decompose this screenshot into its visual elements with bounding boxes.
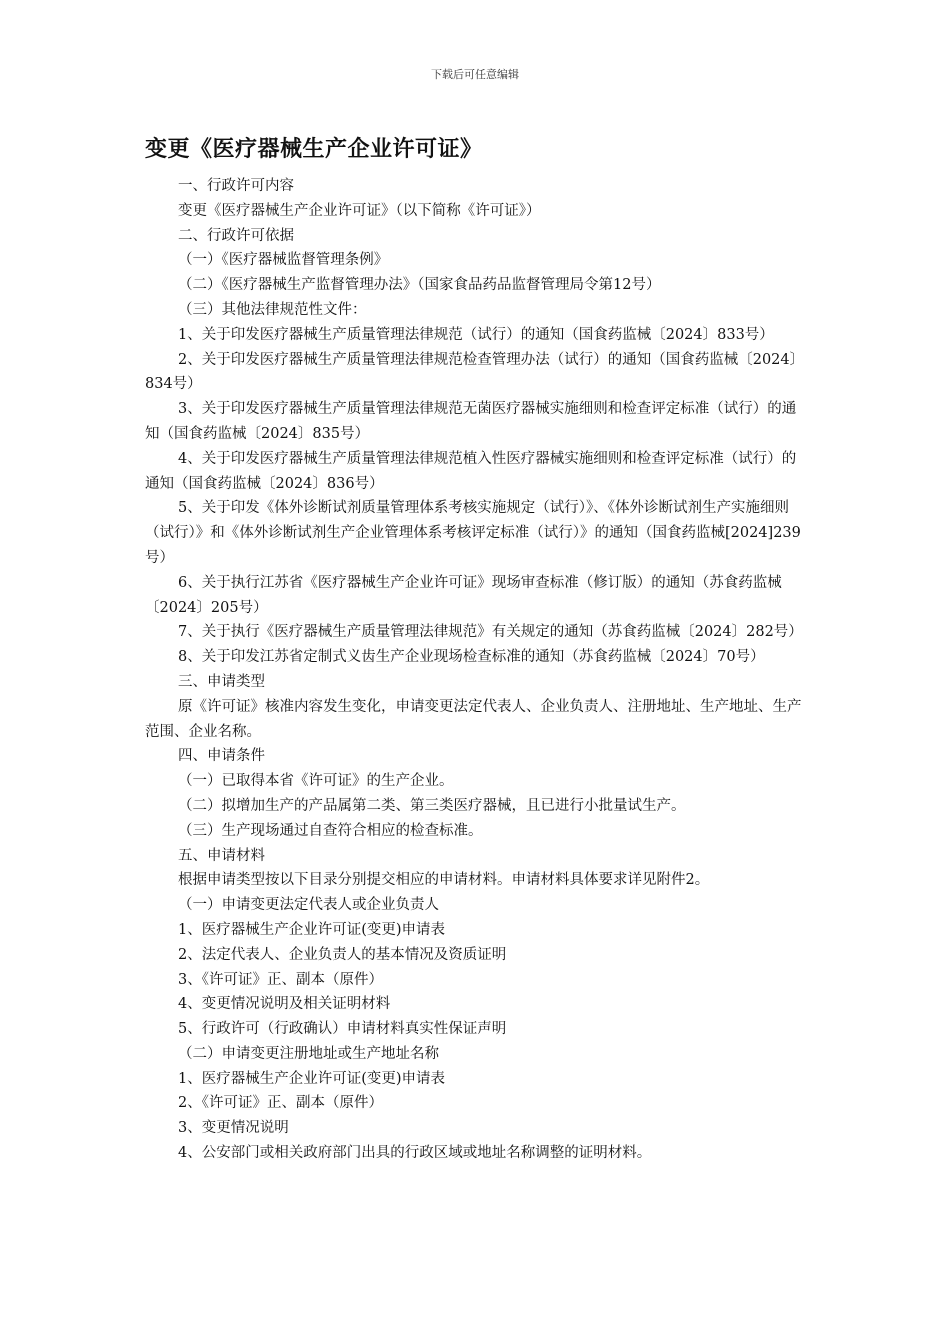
list-item: （一）已取得本省《许可证》的生产企业。 bbox=[178, 773, 454, 790]
section-heading: 二、行政许可依据 bbox=[178, 227, 294, 244]
list-item: 1、医疗器械生产企业许可证(变更)申请表 bbox=[178, 1070, 446, 1087]
list-item: 2、《许可证》正、副本（原件） bbox=[178, 1095, 383, 1112]
header-note: 下载后可任意编辑 bbox=[431, 68, 519, 81]
list-item: 4、关于印发医疗器械生产质量管理法律规范植入性医疗器械实施细则和检查评定标准（试行）的通知（国食药监械〔2024〕836号） bbox=[145, 450, 797, 492]
paragraph: 根据申请类型按以下目录分别提交相应的申请材料。申请材料具体要求详见附件2。 bbox=[178, 872, 710, 889]
list-item: 5、关于印发《体外诊断试剂质量管理体系考核实施规定（试行）》、《体外诊断试剂生产实施细则（试行）》和《体外诊断试剂生产企业管理体系考核评定标准（试行）》的通知（国食药监械[2024]239号） bbox=[145, 500, 801, 566]
list-item: （二）拟增加生产的产品属第二类、第三类医疗器械，且已进行小批量试生产。 bbox=[178, 797, 686, 814]
list-item: 1、关于印发医疗器械生产质量管理法律规范（试行）的通知（国食药监械〔2024〕833号） bbox=[178, 326, 774, 343]
list-item: 3、《许可证》正、副本（原件） bbox=[178, 971, 383, 988]
document-body bbox=[145, 174, 810, 1166]
section-heading: 一、行政许可内容 bbox=[178, 178, 294, 194]
list-item: 7、关于执行《医疗器械生产质量管理法律规范》有关规定的通知（苏食药监械〔2024〕282号） bbox=[178, 624, 803, 641]
list-item: （三）其他法律规范性文件： bbox=[178, 301, 367, 318]
list-item: 3、变更情况说明 bbox=[178, 1120, 289, 1137]
list-item: （三）生产现场通过自查符合相应的检查标准。 bbox=[178, 822, 483, 839]
section-heading: 三、申请类型 bbox=[178, 673, 265, 690]
list-item: 1、医疗器械生产企业许可证(变更)申请表 bbox=[178, 921, 446, 938]
list-item: （一）申请变更法定代表人或企业负责人 bbox=[178, 897, 439, 914]
list-item: （二）《医疗器械生产监督管理办法》（国家食品药品监督管理局令第12号） bbox=[178, 277, 661, 294]
list-item: 8、关于印发江苏省定制式义齿生产企业现场检查标准的通知（苏食药监械〔2024〕70号） bbox=[178, 649, 765, 666]
section-heading: 四、申请条件 bbox=[178, 748, 265, 765]
section-heading: 五、申请材料 bbox=[178, 847, 265, 864]
list-item: （二）申请变更注册地址或生产地址名称 bbox=[178, 1045, 439, 1062]
paragraph: 原《许可证》核准内容发生变化，申请变更法定代表人、企业负责人、注册地址、生产地址、生产范围、企业名称。 bbox=[145, 698, 802, 740]
paragraph: 变更《医疗器械生产企业许可证》（以下简称《许可证》） bbox=[178, 202, 541, 219]
list-item: 3、关于印发医疗器械生产质量管理法律规范无菌医疗器械实施细则和检查评定标准（试行）的通知（国食药监械〔2024〕835号） bbox=[145, 401, 797, 442]
list-item: 6、关于执行江苏省《医疗器械生产企业许可证》现场审查标准（修订版）的通知（苏食药监械〔2024〕205号） bbox=[145, 574, 782, 616]
list-item: 2、关于印发医疗器械生产质量管理法律规范检查管理办法（试行）的通知（国食药监械〔2024〕834号） bbox=[145, 351, 805, 393]
list-item: （一）《医疗器械监督管理条例》 bbox=[178, 252, 389, 269]
list-item: 5、行政许可（行政确认）申请材料真实性保证声明 bbox=[178, 1021, 507, 1038]
list-item: 4、变更情况说明及相关证明材料 bbox=[178, 996, 391, 1013]
document-title: 变更《医疗器械生产企业许可证》 bbox=[145, 136, 483, 162]
list-item: 4、公安部门或相关政府部门出具的行政区域或地址名称调整的证明材料。 bbox=[178, 1145, 652, 1162]
list-item: 2、法定代表人、企业负责人的基本情况及资质证明 bbox=[178, 946, 507, 963]
